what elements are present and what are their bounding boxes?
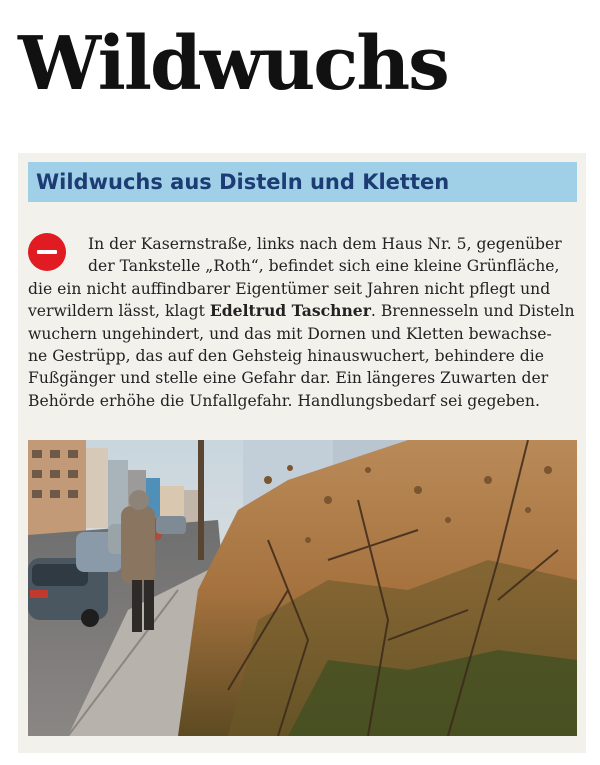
article-body	[28, 233, 577, 412]
article-line: In der Kasernstraße, links nach dem Haus Nr. 5, gegenüber	[88, 235, 562, 253]
author-name: Edeltrud Taschner	[209, 301, 371, 321]
article-line: die ein nicht auffindbarer Eigentümer seit Jahren nicht pflegt und	[28, 279, 551, 298]
article-headline: Wildwuchs aus Disteln und Kletten	[36, 170, 450, 194]
article-card	[18, 153, 586, 753]
article-line	[28, 300, 577, 322]
street-photo-illustration	[28, 440, 577, 736]
article-line: Fußgänger und stelle eine Gefahr dar. Ein längeres Zuwarten der	[28, 369, 549, 388]
masthead-title: Wildwuchs	[18, 21, 448, 107]
article-line: ne Gestrüpp, das auf den Gehsteig hinauswuchert, behindere die	[28, 347, 545, 366]
article-line: der Tankstelle „Roth“, befindet sich eine kleine Grünfläche,	[88, 257, 560, 276]
article-line: Behörde erhöhe die Unfallgefahr. Handlungsbedarf sei gegeben.	[28, 391, 540, 410]
street-photo	[28, 440, 577, 736]
article-line-part: . Brennesseln und Disteln	[370, 302, 575, 321]
article-line: wuchern ungehindert, und das mit Dornen und Kletten bewachse-	[28, 324, 552, 343]
article-line-part: verwildern lässt, klagt	[28, 302, 210, 321]
headline-bar	[28, 162, 577, 202]
